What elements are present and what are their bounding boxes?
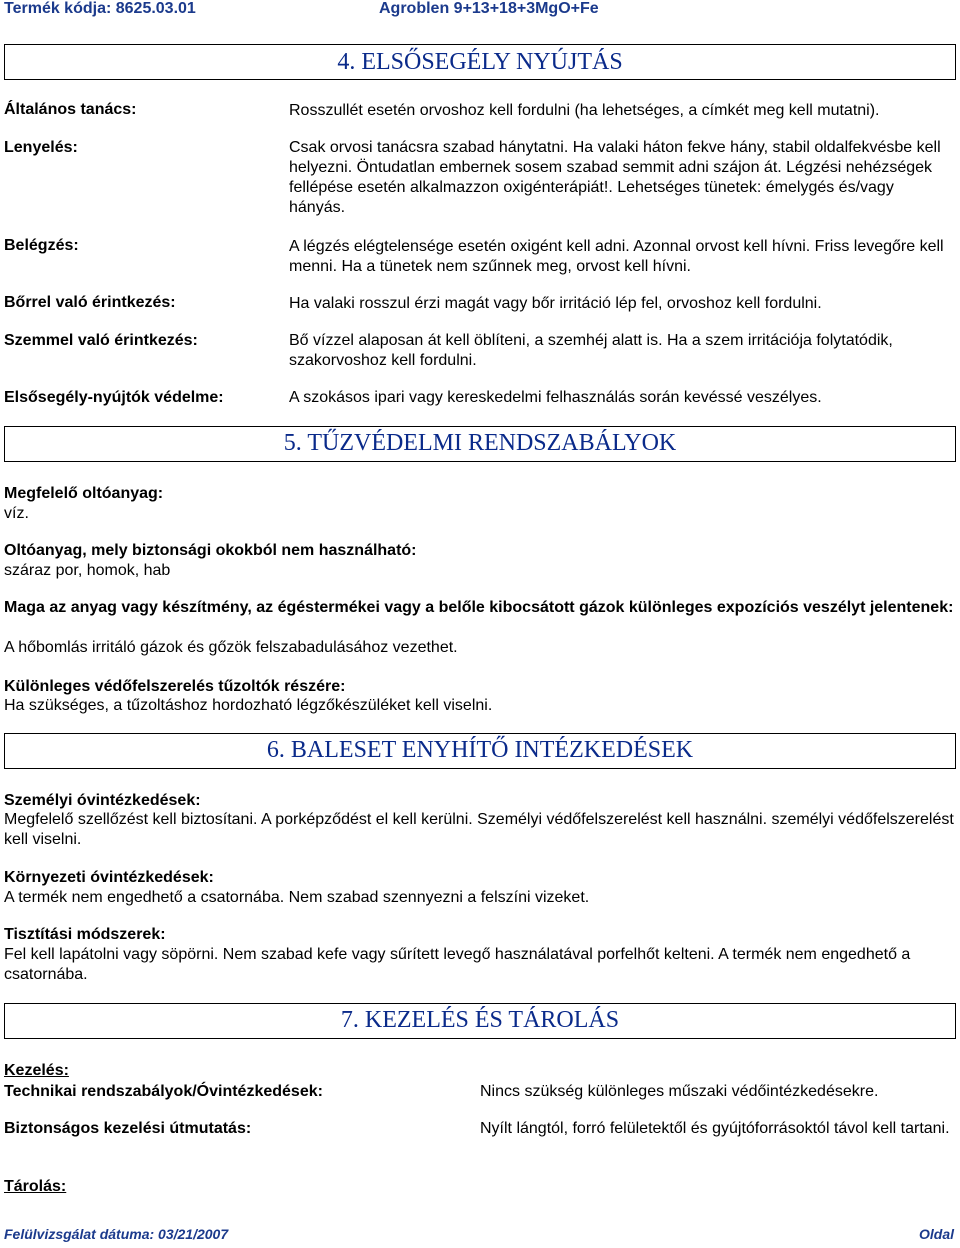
unsuitable-extinguisher-text: száraz por, homok, hab [4, 562, 171, 579]
environmental-precautions-text: A termék nem engedhető a csatornába. Nem szabad szennyezni a felszíni vizeket. [4, 889, 590, 906]
section-6-title: 6. BALESET ENYHÍTŐ INTÉZKEDÉSEK [266, 737, 694, 763]
ingestion-text: Csak orvosi tanácsra szabad hánytatni. Ha valaki háton fekve hány, stabil oldalfekvésbe kell helyezni. Öntudatlan embernek sosem szabad semmit adni szájon át. Légzési nehézségek fellépése esetén alkalmazzon oxigénterápiát!. Lehetséges tünetek: émelygés és/vagy hányás. [289, 139, 941, 216]
first-aider-protection-text: A szokásos ipari vagy kereskedelmi felhasználás során kevéssé veszélyes. [289, 389, 822, 406]
first-aider-protection-label: Elsősegély-nyújtók védelme: [4, 389, 224, 406]
inhalation-label: Belégzés: [4, 237, 79, 254]
personal-precautions-label: Személyi óvintézkedések: [4, 792, 201, 809]
technical-measures-text: Nincs szükség különleges műszaki védőintézkedésekre. [480, 1083, 879, 1100]
technical-measures-label: Technikai rendszabályok/Óvintézkedések: [4, 1083, 323, 1100]
eye-contact-text: Bő vízzel alaposan át kell öblíteni, a szemhéj alatt is. Ha a szem irritációja folytatódik, szakorvoshoz kell fordulni. [289, 332, 893, 369]
safe-handling-label: Biztonságos kezelési útmutatás: [4, 1120, 252, 1137]
unsuitable-extinguisher-label: Oltóanyag, mely biztonsági okokból nem használható: [4, 542, 417, 559]
storage-heading: Tárolás: [4, 1178, 67, 1195]
section-5-title: 5. TŰZVÉDELMI RENDSZABÁLYOK [283, 430, 677, 456]
firefighter-equipment-text: Ha szükséges, a tűzoltáshoz hordozható légzőkészüléket kell viselni. [4, 697, 493, 714]
handling-heading: Kezelés: [4, 1062, 69, 1079]
inhalation-text: A légzés elégtelensége esetén oxigént kell adni. Azonnal orvost kell hívni. Friss levegőre kell menni. Ha a tünetek nem szűnnek meg, orvost kell hívni. [289, 238, 944, 275]
personal-precautions-text: Megfelelő szellőzést kell biztosítani. A porképződést el kell kerülni. Személyi védőfelszerelést kell használni. személyi védőfelszerelést kell viselni. [4, 811, 954, 848]
eye-contact-label: Szemmel való érintkezés: [4, 332, 198, 349]
environmental-precautions-label: Környezeti óvintézkedések: [4, 869, 214, 886]
cleanup-methods-label: Tisztítási módszerek: [4, 926, 166, 943]
section-6-header [4, 733, 956, 769]
general-advice-text: Rosszullét esetén orvoshoz kell fordulni (ha lehetséges, a címkét meg kell mutatni). [289, 102, 880, 119]
general-advice-label: Általános tanács: [4, 101, 137, 118]
special-exposure-hazard-text: A hőbomlás irritáló gázok és gőzök felszabadulásához vezethet. [4, 639, 458, 656]
section-7-header [4, 1003, 956, 1039]
review-date: Felülvizsgálat dátuma: 03/21/2007 [4, 1226, 229, 1242]
section-7-title: 7. KEZELÉS ÉS TÁROLÁS [340, 1007, 620, 1033]
skin-contact-text: Ha valaki rosszul érzi magát vagy bőr irritáció lép fel, orvoshoz kell fordulni. [289, 295, 822, 312]
section-4-title: 4. ELSŐSEGÉLY NYÚJTÁS [337, 49, 623, 75]
section-5-header [4, 426, 956, 462]
safe-handling-text: Nyílt lángtól, forró felületektől és gyújtóforrásoktól távol kell tartani. [480, 1120, 950, 1137]
suitable-extinguisher-label: Megfelelő oltóanyag: [4, 485, 164, 502]
page-label: Oldal [918, 1226, 954, 1242]
product-code: Termék kódja: 8625.03.01 [4, 0, 196, 17]
cleanup-methods-text: Fel kell lapátolni vagy söpörni. Nem szabad kefe vagy sűrített levegő használatával porfelhőt kelteni. A termék nem engedhető a csatornába. [4, 946, 911, 983]
section-4-header [4, 44, 956, 80]
product-name: Agroblen 9+13+18+3MgO+Fe [379, 0, 599, 17]
suitable-extinguisher-text: víz. [4, 505, 29, 522]
ingestion-label: Lenyelés: [4, 139, 78, 156]
special-exposure-hazard-label: Maga az anyag vagy készítmény, az égéstermékei vagy a belőle kibocsátott gázok különleges expozíciós veszélyt jelentenek: [4, 599, 954, 616]
firefighter-equipment-label: Különleges védőfelszerelés tűzoltók részére: [4, 678, 346, 695]
skin-contact-label: Bőrrel való érintkezés: [4, 294, 176, 311]
